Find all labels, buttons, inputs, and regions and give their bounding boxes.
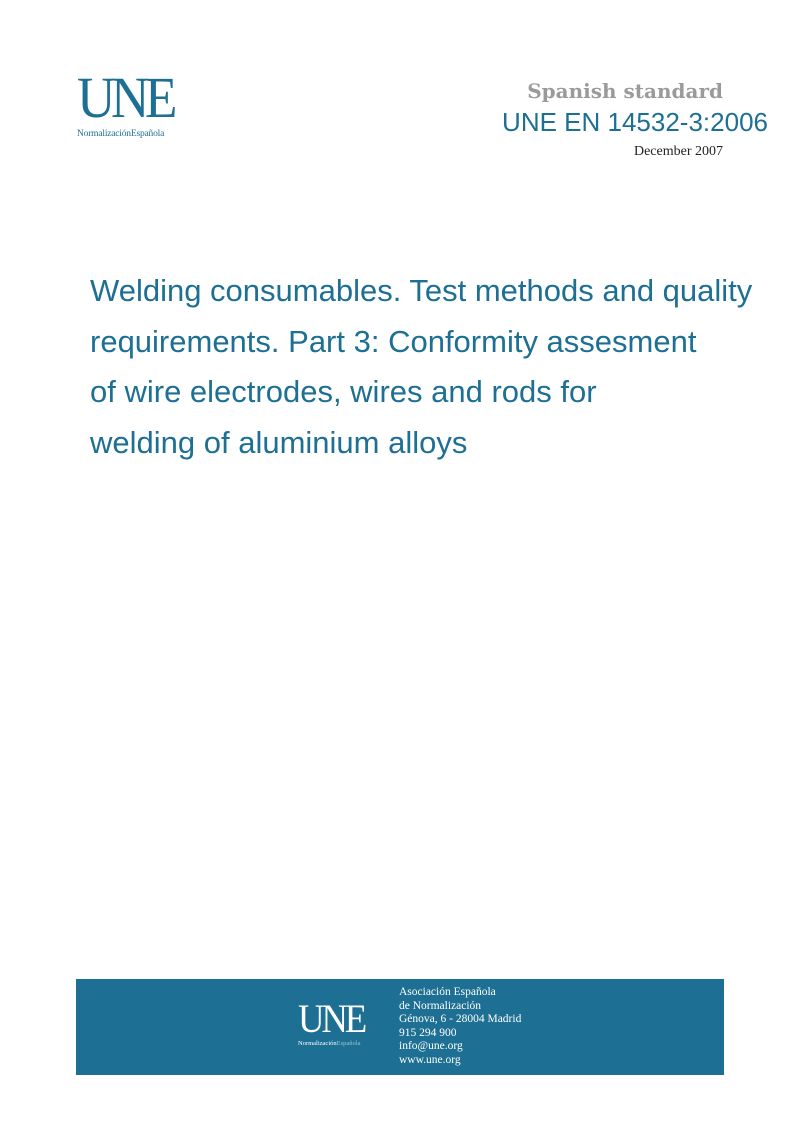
footer-org-line-1: Asociación Española — [399, 986, 496, 998]
standard-type: Spanish standard — [527, 79, 723, 103]
une-logo-subtitle-b: Española — [130, 129, 165, 139]
title-line-3: of wire electrodes, wires and rods for — [90, 374, 597, 409]
title-line-2: requirements. Part 3: Conformity assesment — [90, 323, 697, 359]
footer-address: Génova, 6 - 28004 Madrid — [399, 1013, 522, 1026]
standard-code: UNE EN 14532-3:2006 — [502, 107, 768, 137]
title-line-1: Welding consumables. Test methods and quality — [90, 273, 753, 308]
footer-email[interactable]: info@une.org — [399, 1040, 463, 1053]
footer-band — [76, 979, 724, 1075]
footer-logo-mark: UNE — [298, 996, 364, 1041]
une-logo — [77, 65, 195, 144]
footer-website[interactable]: www.une.org — [399, 1053, 461, 1066]
standard-date: December 2007 — [633, 144, 723, 159]
footer-logo-subtitle-b: Española — [336, 1040, 361, 1047]
footer-contact-info — [399, 986, 521, 1068]
footer-org-line-2: de Normalización — [399, 999, 482, 1012]
standard-header — [502, 78, 768, 161]
footer-phone: 915 294 900 — [399, 1026, 457, 1039]
une-logo-subtitle-a: Normalización — [77, 129, 131, 139]
title-line-4: welding of aluminium alloys — [90, 424, 468, 460]
une-logo-mark: UNE — [77, 65, 173, 130]
footer-une-logo — [298, 996, 388, 1051]
footer-logo-subtitle-a: Normalización — [298, 1040, 337, 1047]
document-title — [90, 266, 790, 468]
